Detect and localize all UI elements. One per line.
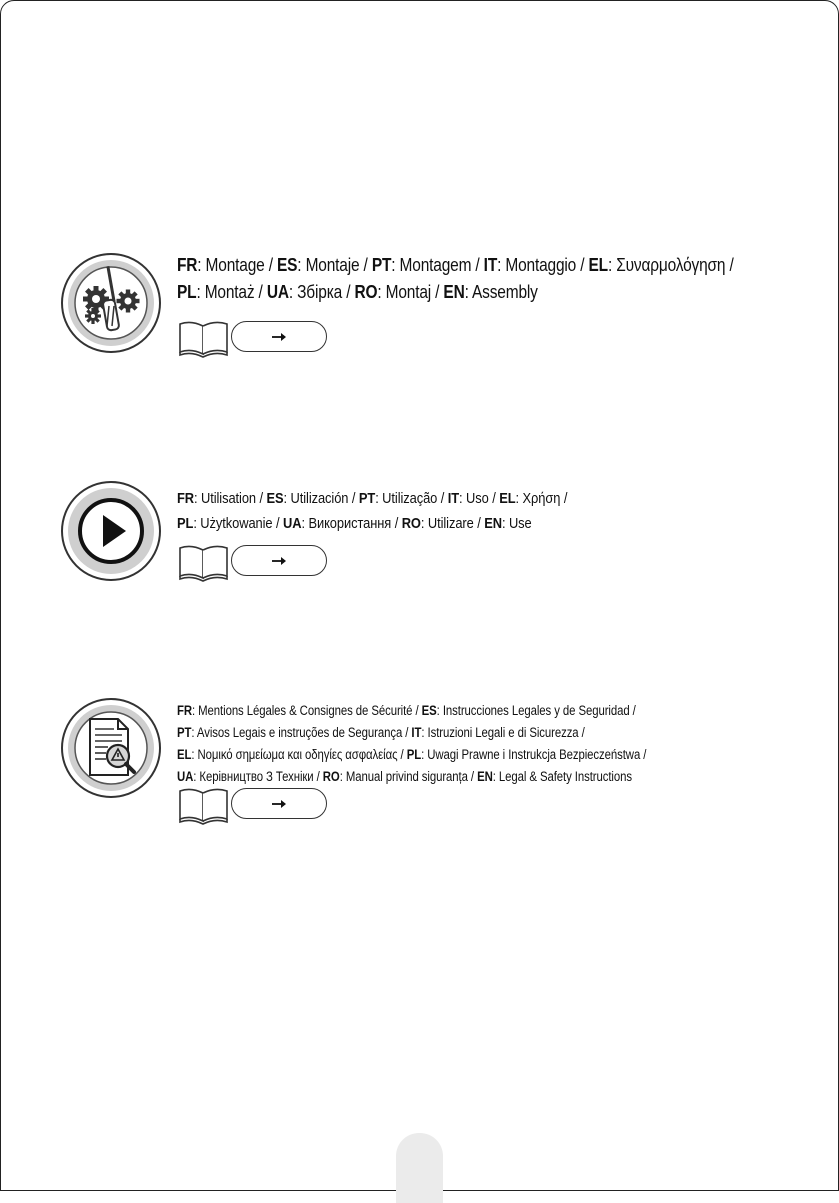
legal-line-3: EL: Νομικό σημείωμα και οδηγίες ασφαλείας / PL: Uwagi Prawne i Instrukcja Bezpieczeństwa / <box>177 747 647 762</box>
assembly-text <box>177 252 824 306</box>
arrow-right-icon <box>271 799 287 809</box>
assembly-line-2: PL: Montaż / UA: Збірка / RO: Montaj / EN: Assembly <box>177 282 538 302</box>
legal-safety-manual-link[interactable] <box>177 785 337 825</box>
open-book-icon <box>177 542 231 582</box>
use-section <box>60 478 800 588</box>
use-text <box>177 486 631 536</box>
legal-line-2: PT: Avisos Legais e instruções de Segurança / IT: Istruzioni Legali e di Sicurezza / <box>177 725 585 740</box>
use-manual-link[interactable] <box>177 542 337 582</box>
assembly-manual-link[interactable] <box>177 318 337 358</box>
open-book-icon <box>177 785 231 825</box>
use-line-1: FR: Utilisation / ES: Utilización / PT: Utilização / IT: Uso / EL: Χρήση / <box>177 490 568 507</box>
legal-safety-text <box>177 700 729 788</box>
go-to-legal-safety-manual-button[interactable] <box>231 788 327 819</box>
legal-safety-section <box>60 697 800 837</box>
legal-line-4: UA: Керівництво З Техніки / RO: Manual privind siguranța / EN: Legal & Safety Instructions <box>177 769 632 784</box>
play-icon <box>60 480 162 582</box>
arrow-right-icon <box>271 556 287 566</box>
arrow-right-icon <box>271 332 287 342</box>
assembly-gears-screwdriver-icon <box>60 252 162 354</box>
page-tab <box>396 1133 443 1203</box>
go-to-use-manual-button[interactable] <box>231 545 327 576</box>
legal-line-1: FR: Mentions Légales & Consignes de Sécurité / ES: Instrucciones Legales y de Seguridad / <box>177 703 636 718</box>
assembly-line-1: FR: Montage / ES: Montaje / PT: Montagem / IT: Montaggio / EL: Συναρμολόγηση / <box>177 255 734 275</box>
use-line-2: PL: Użytkowanie / UA: Використання / RO: Utilizare / EN: Use <box>177 515 532 532</box>
legal-document-warning-icon <box>60 697 162 799</box>
go-to-assembly-manual-button[interactable] <box>231 321 327 352</box>
open-book-icon <box>177 318 231 358</box>
assembly-section <box>60 252 800 372</box>
